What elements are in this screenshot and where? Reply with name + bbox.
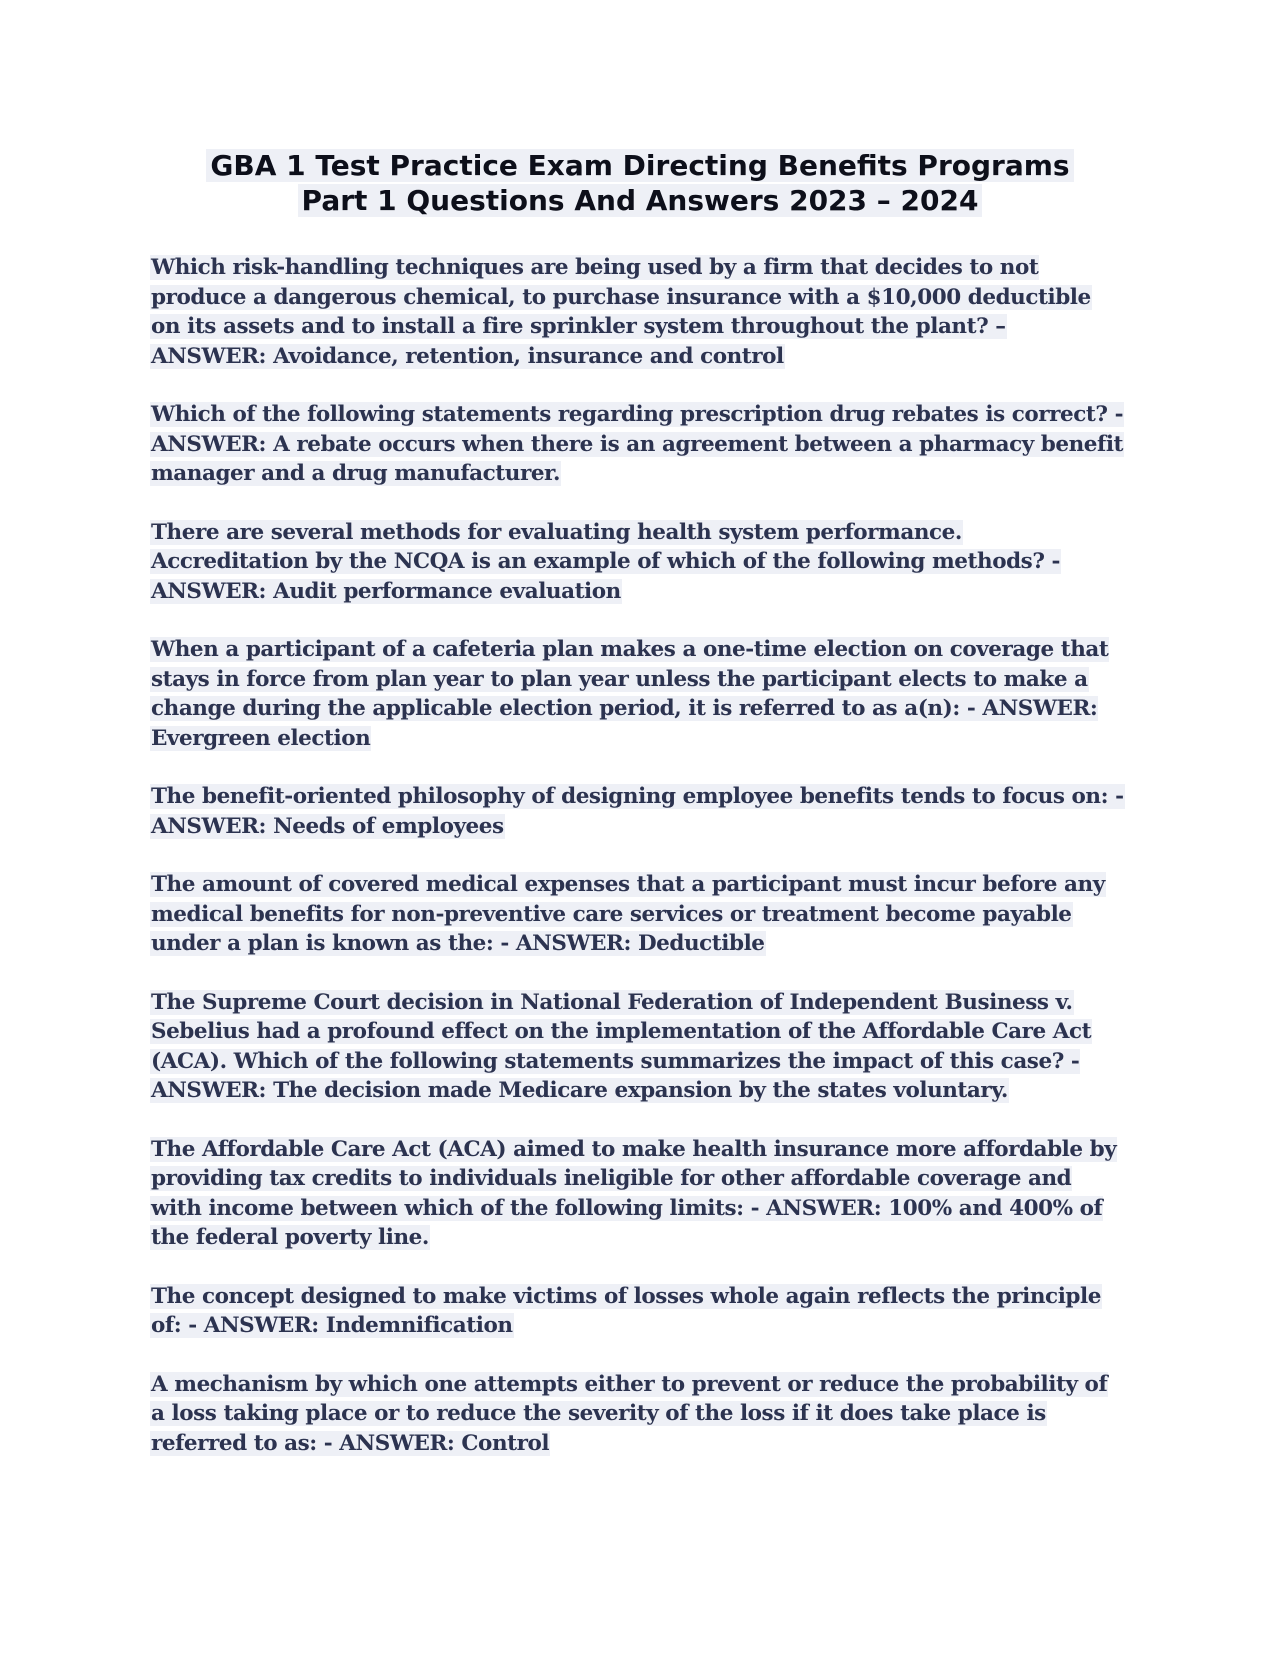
title-line-1: GBA 1 Test Practice Exam Directing Benefits Programs <box>206 149 1073 182</box>
qa-item-3 <box>150 518 1125 607</box>
qa-item-1 <box>150 253 1125 371</box>
qa-item-4 <box>150 635 1125 753</box>
qa-text: The Affordable Care Act (ACA) aimed to make health insurance more affordable by providing tax credits to individuals ineligible for other affordable coverage and with income between which of the following limits: - ANSWER: 100% and 400% of the federal poverty line. <box>151 1136 1117 1250</box>
document-title <box>150 148 1130 218</box>
qa-item-2 <box>150 400 1125 489</box>
qa-text: The amount of covered medical expenses that a participant must incur before any medical benefits for non-preventive care services or treatment become payable under a plan is known as the: - ANSWER: Deductible <box>151 872 1105 956</box>
qa-text: The Supreme Court decision in National Federation of Independent Business v. Sebelius had a profound effect on the implementation of the Affordable Care Act (ACA). Which of the following statements summarizes the impact of this case? - ANSWER: The decision made Medicare expansion by the states voluntary. <box>151 989 1092 1103</box>
qa-text: Which risk-handling techniques are being used by a firm that decides to not produce a dangerous chemical, to purchase insurance with a $10,000 deductible on its assets and to install a fire sprinkler system throughout the plant? – ANSWER: Avoidance, retention, insurance and control <box>151 255 1091 369</box>
qa-text: The benefit-oriented philosophy of designing employee benefits tends to focus on: - ANSWER: Needs of employees <box>151 784 1124 839</box>
qa-item-8 <box>150 1135 1125 1253</box>
qa-text: A mechanism by which one attempts either to prevent or reduce the probability of a loss taking place or to reduce the severity of the loss if it does take place is referred to as: - ANSWER: Control <box>151 1371 1108 1456</box>
qa-item-9 <box>150 1282 1125 1341</box>
title-line-2: Part 1 Questions And Answers 2023 – 2024 <box>298 184 983 217</box>
qa-text: The concept designed to make victims of losses whole again reflects the principle of: - ANSWER: Indemnification <box>151 1283 1101 1338</box>
qa-text: Which of the following statements regarding prescription drug rebates is correct? - ANSWER: A rebate occurs when there is an agreement between a pharmacy benefit manager and a drug manufacturer. <box>151 402 1124 486</box>
qa-item-5 <box>150 782 1125 841</box>
qa-item-6 <box>150 870 1125 959</box>
qa-text: When a participant of a cafeteria plan makes a one-time election on coverage that stays in force from plan year to plan year unless the participant elects to make a change during the applicable election period, it is referred to as a(n): - ANSWER: Evergreen election <box>151 637 1109 751</box>
question-answer-list <box>150 253 1125 1487</box>
qa-item-10 <box>150 1370 1125 1459</box>
qa-text: There are several methods for evaluating health system performance. Accreditation by the NCQA is an example of which of the following methods? - ANSWER: Audit performance evaluation <box>151 519 1060 604</box>
qa-item-7 <box>150 988 1125 1106</box>
